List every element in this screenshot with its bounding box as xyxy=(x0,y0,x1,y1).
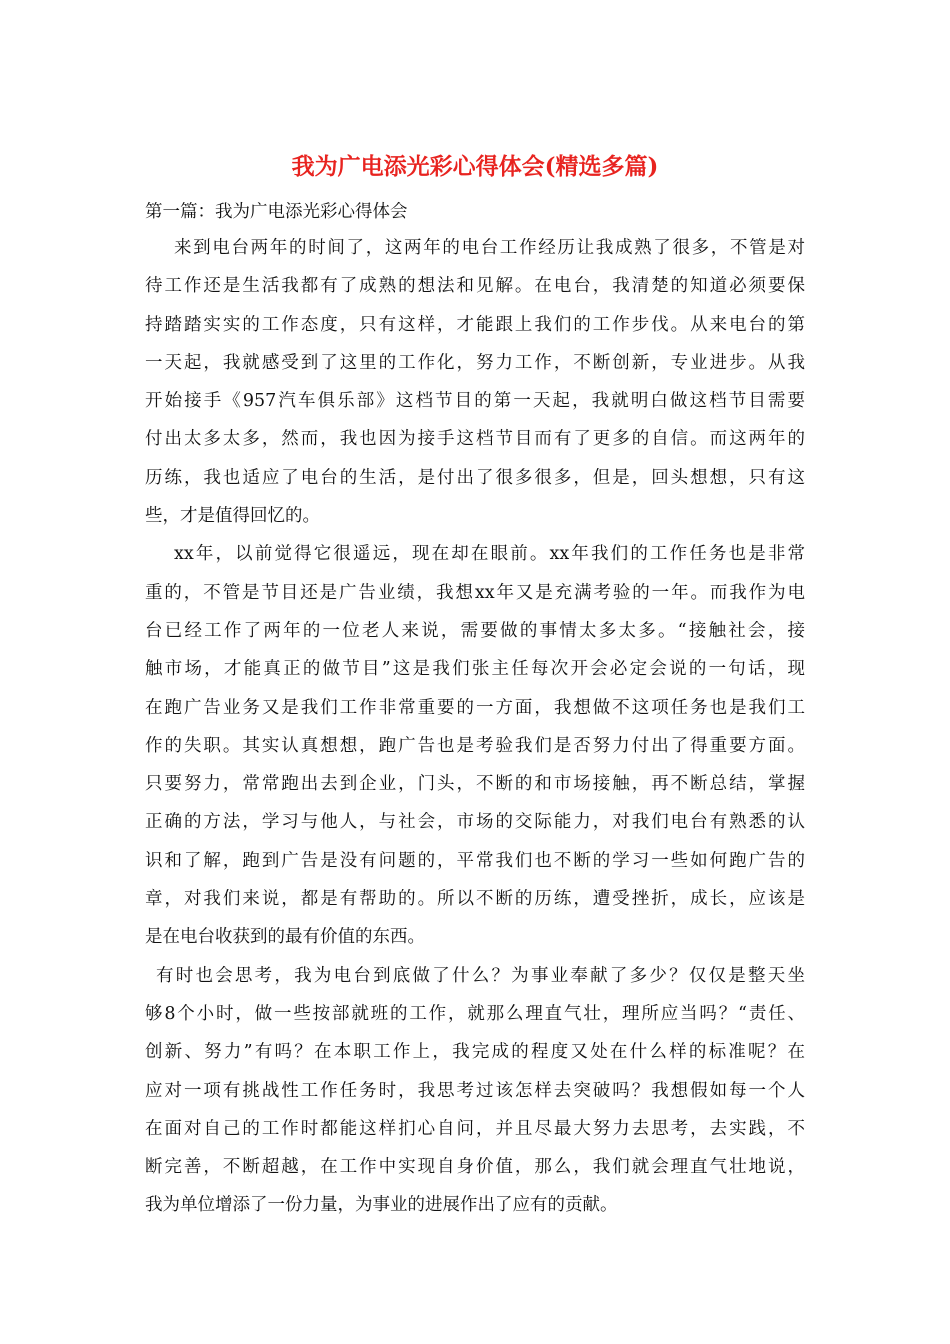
text-line: 持踏踏实实的工作态度，只有这样，才能跟上我们的工作步伐。从来电台的第 xyxy=(145,314,805,335)
text-line: 只要努力，常常跑出去到企业，门头，不断的和市场接触，再不断总结，掌握 xyxy=(145,774,805,795)
text-line: 我为单位增添了一份力量，为事业的进展作出了应有的贡献。 xyxy=(145,1195,618,1216)
section-heading: 第一篇：我为广电添光彩心得体会 xyxy=(145,202,408,222)
text-line: 是在电台收获到的最有价值的东西。 xyxy=(145,927,425,948)
text-line: 来到电台两年的时间了，这两年的电台工作经历让我成熟了很多，不管是对 xyxy=(174,238,805,258)
text-line: 断完善，不断超越，在工作中实现自身价值，那么，我们就会理直气壮地说， xyxy=(145,1157,805,1178)
text-line: 历练，我也适应了电台的生活，是付出了很多很多，但是，回头想想，只有这 xyxy=(145,467,805,488)
text-line: 待工作还是生活我都有了成熟的想法和见解。在电台，我清楚的知道必须要保 xyxy=(145,276,805,297)
text-line: 够8个小时，做一些按部就班的工作，就那么理直气壮，理所应当吗？“责任、 xyxy=(145,1003,805,1024)
text-line: 正确的方法，学习与他人，与社会，市场的交际能力，对我们电台有熟悉的认 xyxy=(145,812,805,833)
text-line: 作的失职。其实认真想想，跑广告也是考验我们是否努力付出了得重要方面。 xyxy=(145,735,805,756)
text-line: 应对一项有挑战性工作任务时，我思考过该怎样去突破吗？我想假如每一个人 xyxy=(145,1080,805,1101)
document-body xyxy=(145,229,805,1225)
text-line: 章，对我们来说，都是有帮助的。所以不断的历练，遭受挫折，成长，应该是 xyxy=(145,889,805,910)
document-title: 我为广电添光彩心得体会(精选多篇) xyxy=(291,153,659,180)
text-line: 创新、努力”有吗？在本职工作上，我完成的程度又处在什么样的标准呢？在 xyxy=(145,1042,805,1063)
text-line: 在跑广告业务又是我们工作非常重要的一方面，我想做不这项任务也是我们工 xyxy=(145,697,805,718)
text-line: 开始接手《957汽车俱乐部》这档节目的第一天起，我就明白做这档节目需要 xyxy=(145,391,805,412)
text-line: 台已经工作了两年的一位老人来说，需要做的事情太多太多。“接触社会，接 xyxy=(145,620,805,641)
text-line: xx年，以前觉得它很遥远，现在却在眼前。xx年我们的工作任务也是非常 xyxy=(174,544,805,565)
text-line: 有时也会思考，我为电台到底做了什么？为事业奉献了多少？仅仅是整天坐 xyxy=(156,965,805,986)
text-line: 付出太多太多，然而，我也因为接手这档节目而有了更多的自信。而这两年的 xyxy=(145,429,805,450)
text-line: 触市场，才能真正的做节目”这是我们张主任每次开会必定会说的一句话，现 xyxy=(145,659,805,680)
text-line: 些，才是值得回忆的。 xyxy=(145,506,320,527)
text-line: 识和了解，跑到广告是没有问题的，平常我们也不断的学习一些如何跑广告的 xyxy=(145,850,805,871)
text-line: 重的，不管是节目还是广告业绩，我想xx年又是充满考验的一年。而我作为电 xyxy=(145,582,805,603)
text-line: 在面对自己的工作时都能这样扪心自问，并且尽最大努力去思考，去实践，不 xyxy=(145,1118,805,1139)
text-line: 一天起，我就感受到了这里的工作化，努力工作，不断创新，专业进步。从我 xyxy=(145,352,805,373)
